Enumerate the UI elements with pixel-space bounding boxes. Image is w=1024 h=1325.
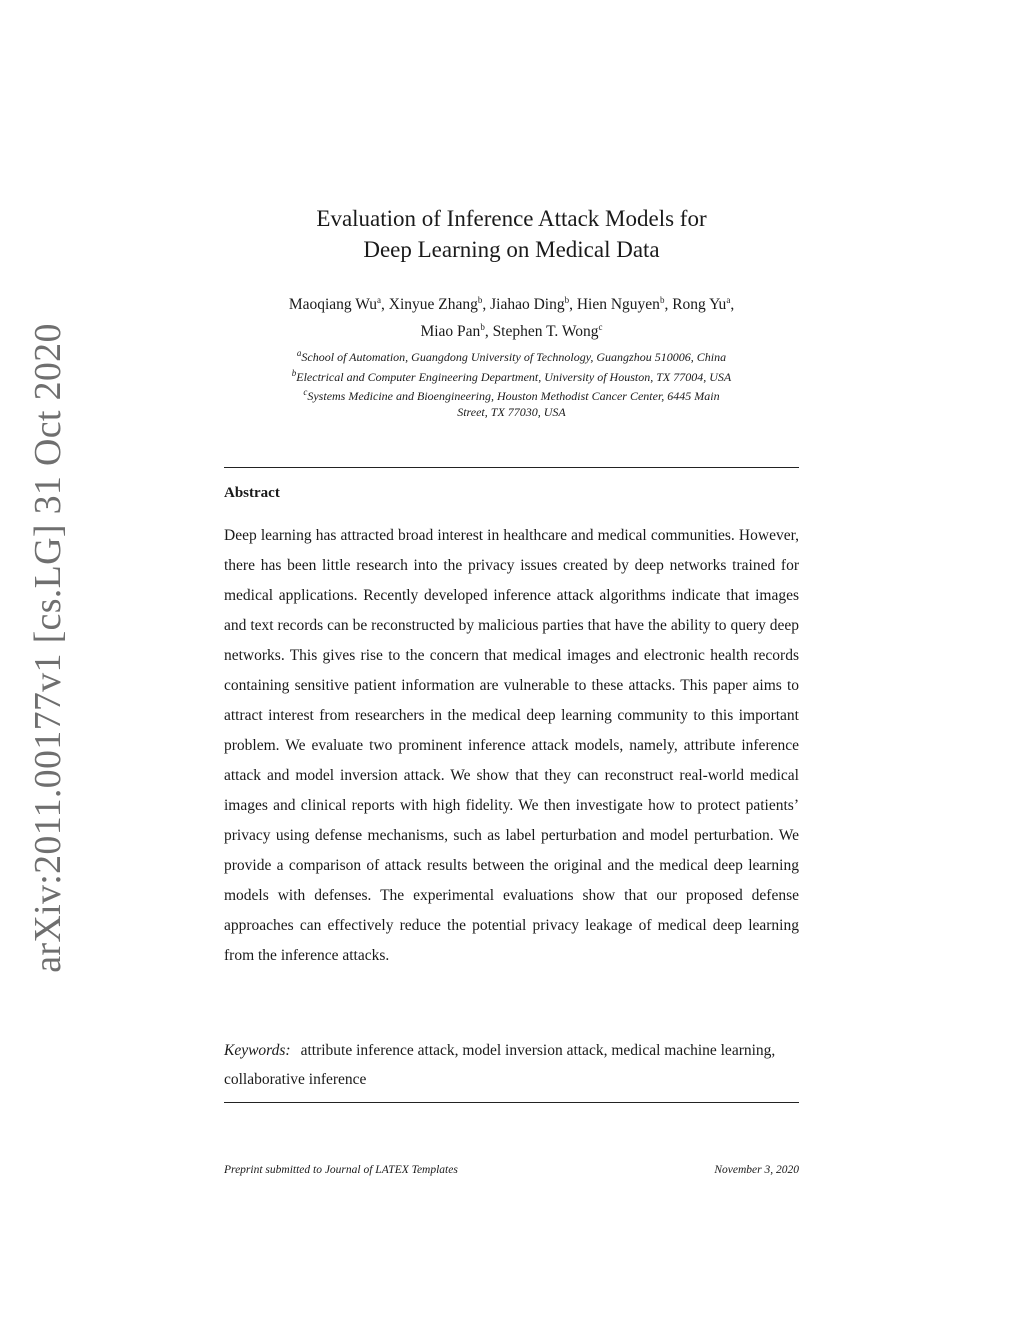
- affiliation-b: $^b$Electrical and Computer Engineering Department, University of Houston, TX 77004, USA: [291, 367, 732, 384]
- paper-title: [224, 203, 799, 265]
- abstract-top-rule: [224, 467, 799, 468]
- author-line-2: [224, 316, 799, 343]
- footer-journal: Preprint submitted to Journal of LATEX Templates: [224, 1164, 458, 1176]
- author: Maoqiang Wu$^a$,: [288, 295, 389, 314]
- keywords: [224, 1036, 799, 1094]
- affiliation-c-cont: Street, TX 77030, USA: [457, 404, 566, 419]
- abstract-heading: Abstract: [224, 485, 280, 501]
- affiliations: [224, 346, 799, 420]
- author: Stephen T. Wong$^c$: [492, 322, 603, 341]
- abstract-body: Deep learning has attracted broad interest in healthcare and medical communities. However, there has been little research into the privacy issues created by deep networks trained for medical applications. Recently developed inference attack algorithms indicate that images and text records can be reconstructed by malicious parties that have the ability to query deep networks. This gives rise to the concern that medical images and electronic health records containing sensitive patient information are vulnerable to these attacks. This paper aims to attract interest from researchers in the medical deep learning community to this important problem. We evaluate two prominent inference attack models, namely, attribute inference attack and model inversion attack. We show that they can reconstruct real-world medical images and clinical reports with high fidelity. We then investigate how to protect patients’ privacy using defense mechanisms, such as label perturbation and model perturbation. We provide a comparison of attack results between the original and the medical deep learning models with defenses. The experimental evaluations show that our proposed defense approaches can effectively reduce the potential privacy leakage of medical deep learning from the inference attacks.: [224, 527, 799, 964]
- author: Rong Yu$^a$,: [672, 295, 735, 314]
- affiliation-a: $^a$School of Automation, Guangdong University of Technology, Guangzhou 510006, China: [296, 348, 727, 364]
- author: Xinyue Zhang$^b$,: [388, 295, 491, 314]
- abstract-bottom-rule: [224, 1102, 799, 1103]
- footer-date: November 3, 2020: [714, 1164, 799, 1176]
- keywords-label: Keywords:: [224, 1042, 291, 1059]
- affiliation-c: $^c$Systems Medicine and Bioengineering, Houston Methodist Cancer Center, 6445 Main: [303, 387, 720, 404]
- author-list: [224, 289, 799, 343]
- keywords-text: attribute inference attack, model inversion attack, medical machine learning, collaborative inference: [224, 1042, 776, 1088]
- author: Hien Nguyen$^b$,: [576, 295, 673, 314]
- title-line-2: Deep Learning on Medical Data: [363, 237, 660, 262]
- title-line-1: Evaluation of Inference Attack Models for: [316, 206, 707, 231]
- author: Miao Pan$^b$,: [420, 322, 493, 341]
- arxiv-side-stamp: arXiv:2011.00177v1 [cs.LG] 31 Oct 2020: [27, 323, 69, 973]
- author: Jiahao Ding$^b$,: [490, 295, 577, 314]
- author-line-1: [224, 289, 799, 316]
